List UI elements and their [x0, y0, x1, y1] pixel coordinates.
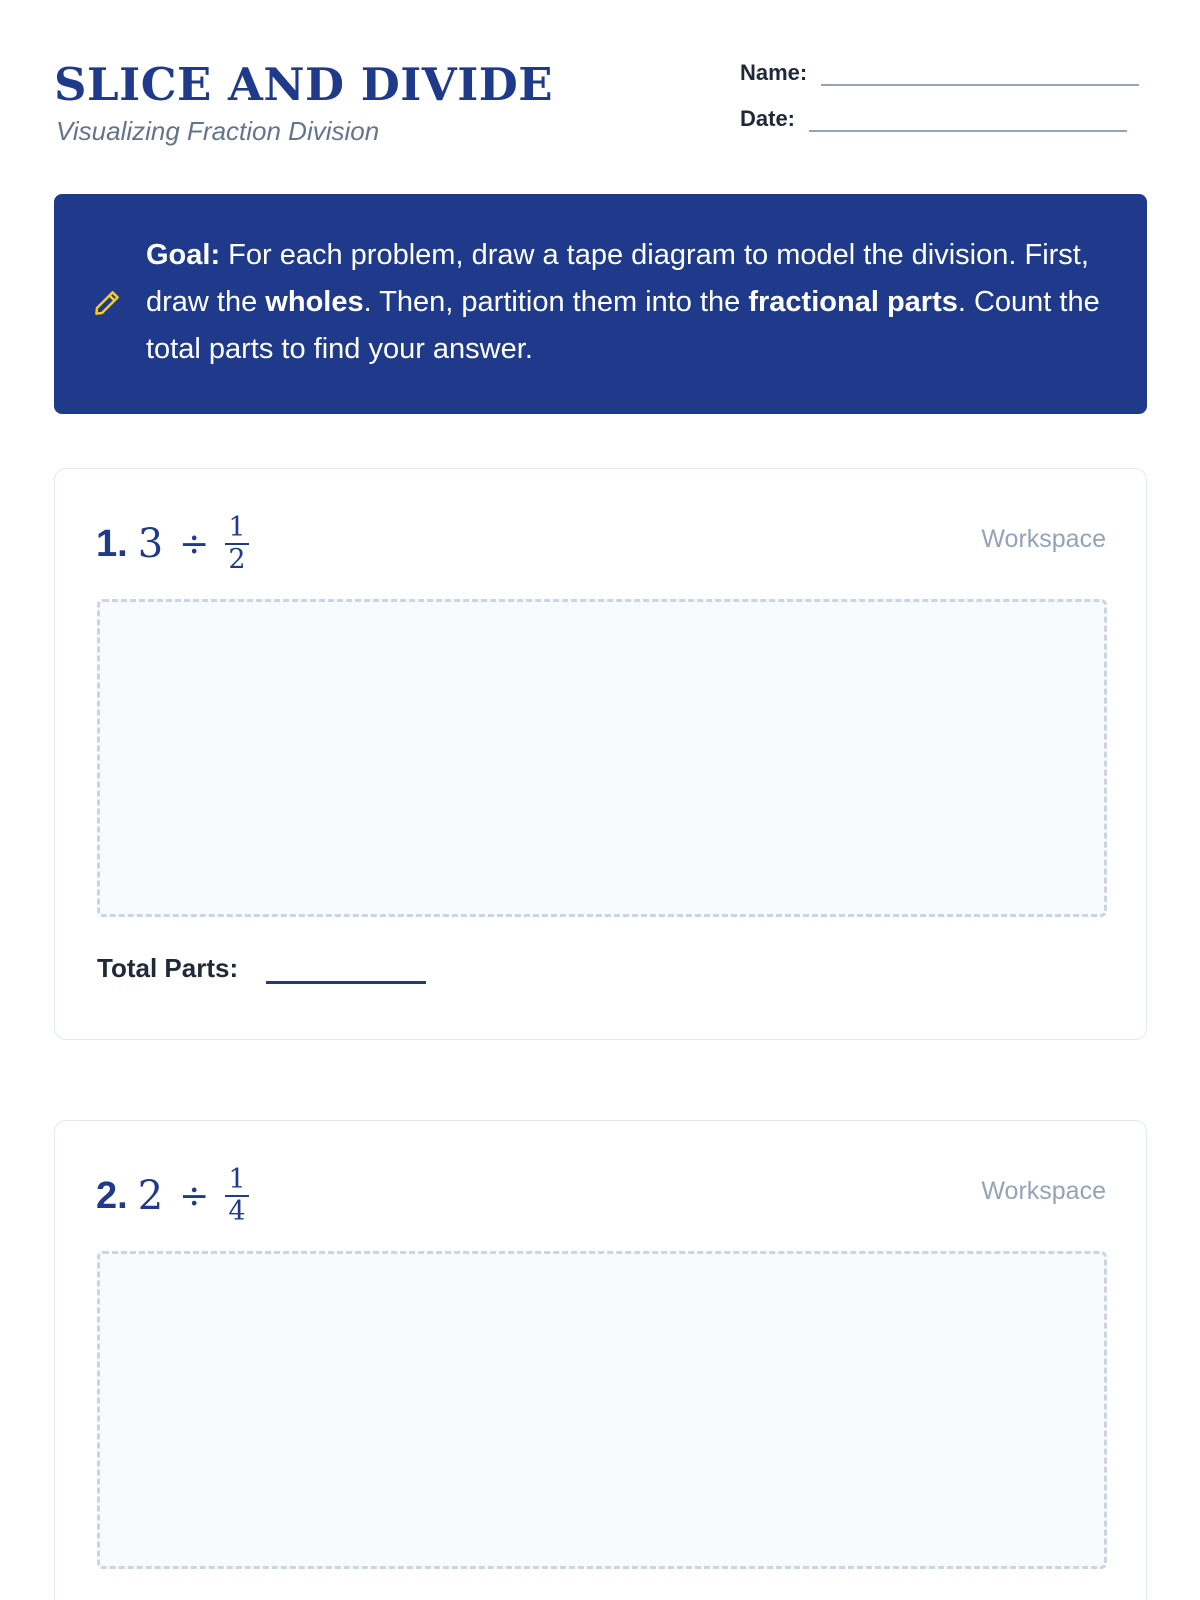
workspace-label: Workspace — [981, 1177, 1106, 1205]
name-row — [740, 58, 1150, 86]
division-expression — [138, 1165, 249, 1227]
fraction-numerator: 1 — [225, 513, 248, 545]
problem-heading — [96, 1161, 249, 1231]
problem-number: 1. — [96, 522, 128, 565]
divisor-fraction — [225, 1165, 248, 1227]
workspace-label: Workspace — [981, 525, 1106, 553]
fraction-numerator: 1 — [225, 1165, 248, 1197]
problem-card-2 — [54, 1120, 1147, 1600]
page-title: SLICE AND DIVIDE — [54, 58, 554, 111]
goal-text-part-2: . Then, partition them into the — [363, 286, 749, 318]
date-row — [740, 104, 1150, 132]
date-label: Date: — [740, 106, 796, 131]
page-subtitle: Visualizing Fraction Division — [56, 116, 380, 146]
name-label: Name: — [740, 60, 808, 85]
goal-banner — [54, 194, 1147, 414]
goal-label: Goal: — [146, 239, 221, 271]
goal-bold-fractional-parts: fractional parts — [748, 286, 958, 318]
fraction-denominator: 4 — [228, 1196, 246, 1227]
problem-heading — [96, 509, 249, 579]
dividend: 3 — [137, 521, 164, 567]
goal-text-part-3: . Count the total parts to find your answer. — [146, 286, 1100, 365]
divide-operator: ÷ — [179, 523, 210, 565]
problem-number: 2. — [96, 1174, 128, 1217]
total-parts-label: Total Parts: — [97, 953, 239, 983]
goal-bold-wholes: wholes — [265, 286, 364, 318]
workspace-area[interactable] — [97, 599, 1107, 917]
workspace-area[interactable] — [97, 1251, 1107, 1569]
name-field[interactable] — [821, 58, 1139, 86]
division-expression — [138, 513, 249, 575]
worksheet-header — [54, 58, 1146, 158]
date-field[interactable] — [809, 104, 1127, 132]
goal-text-part-1: For each problem, draw a tape diagram to model the division. First, draw the — [146, 239, 1089, 318]
answer-row — [97, 953, 426, 984]
goal-instructions — [146, 232, 1106, 373]
divisor-fraction — [225, 513, 248, 575]
divide-operator: ÷ — [179, 1175, 210, 1217]
total-parts-field[interactable] — [266, 953, 426, 984]
pencil-icon — [92, 288, 122, 318]
dividend: 2 — [137, 1173, 164, 1219]
problem-card-1 — [54, 468, 1147, 1040]
fraction-denominator: 2 — [228, 544, 246, 575]
